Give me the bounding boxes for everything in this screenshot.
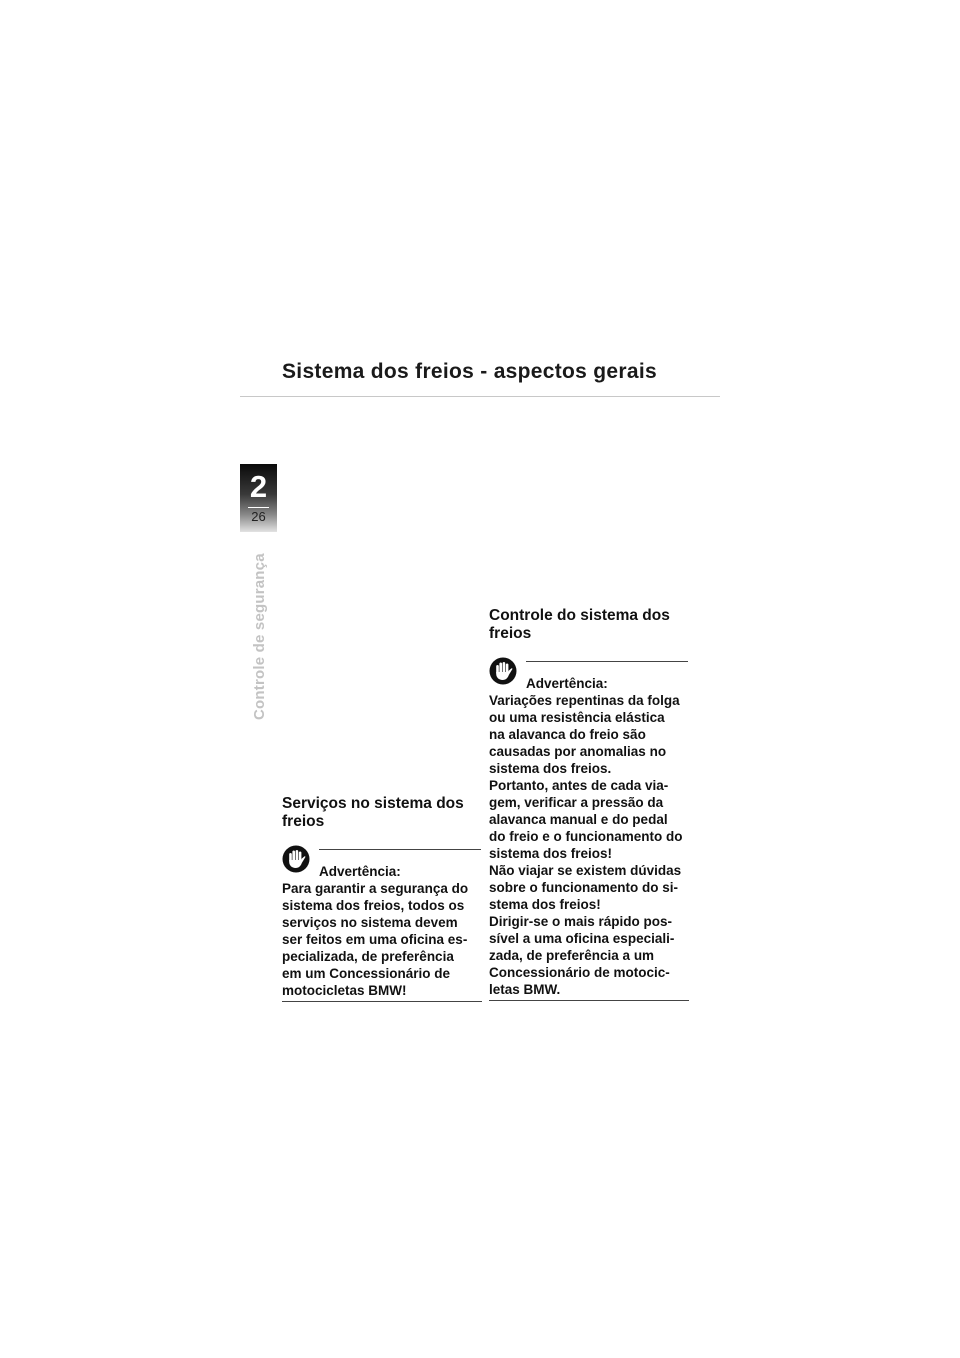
warning-text: Variações repentinas da folga ou uma resistência elástica na alavanca do freio são causadas por anomalias no sistema dos freios. Portanto, antes de cada via- gem, verificar a pressão da alavanca manual e do pedal do freio e o funcionamento do sistema dos freios! Não viajar se existem dúvidas sobre o funcionamento do si- stema dos freios! Dirigir-se o mais rápido pos- sível a uma oficina especiali- zada, de preferência a um Concessionário de motocic- letas BMW. [489, 693, 683, 997]
warning-top-rule [526, 661, 688, 662]
stop-hand-icon [489, 657, 517, 685]
section-brake-service [282, 795, 482, 1002]
warning-box [282, 849, 482, 1002]
warning-label: Advertência: [526, 676, 608, 691]
stop-hand-icon [282, 845, 310, 873]
warning-box [489, 661, 689, 1001]
section-brake-check [489, 607, 689, 1001]
warning-bottom-rule [489, 1000, 689, 1001]
title-divider [240, 396, 720, 397]
section-heading: Serviços no sistema dos freios [282, 795, 464, 830]
warning-text: Para garantir a segurança do sistema dos freios, todos os serviços no sistema devem ser feitos em uma oficina es- pecializada, de preferência em um Concessionário de motocicletas BMW! [282, 881, 469, 998]
warning-bottom-rule [282, 1001, 482, 1002]
warning-top-rule [319, 849, 481, 850]
page-title: Sistema dos freios - aspectos gerais [282, 360, 657, 383]
chapter-side-label: Controle de segurança [251, 553, 268, 720]
section-heading: Controle do sistema dos freios [489, 607, 670, 642]
chapter-divider [248, 507, 269, 508]
page-number: 26 [251, 509, 266, 524]
warning-label: Advertência: [319, 864, 401, 879]
chapter-tab [240, 464, 277, 532]
chapter-number: 2 [249, 469, 268, 504]
